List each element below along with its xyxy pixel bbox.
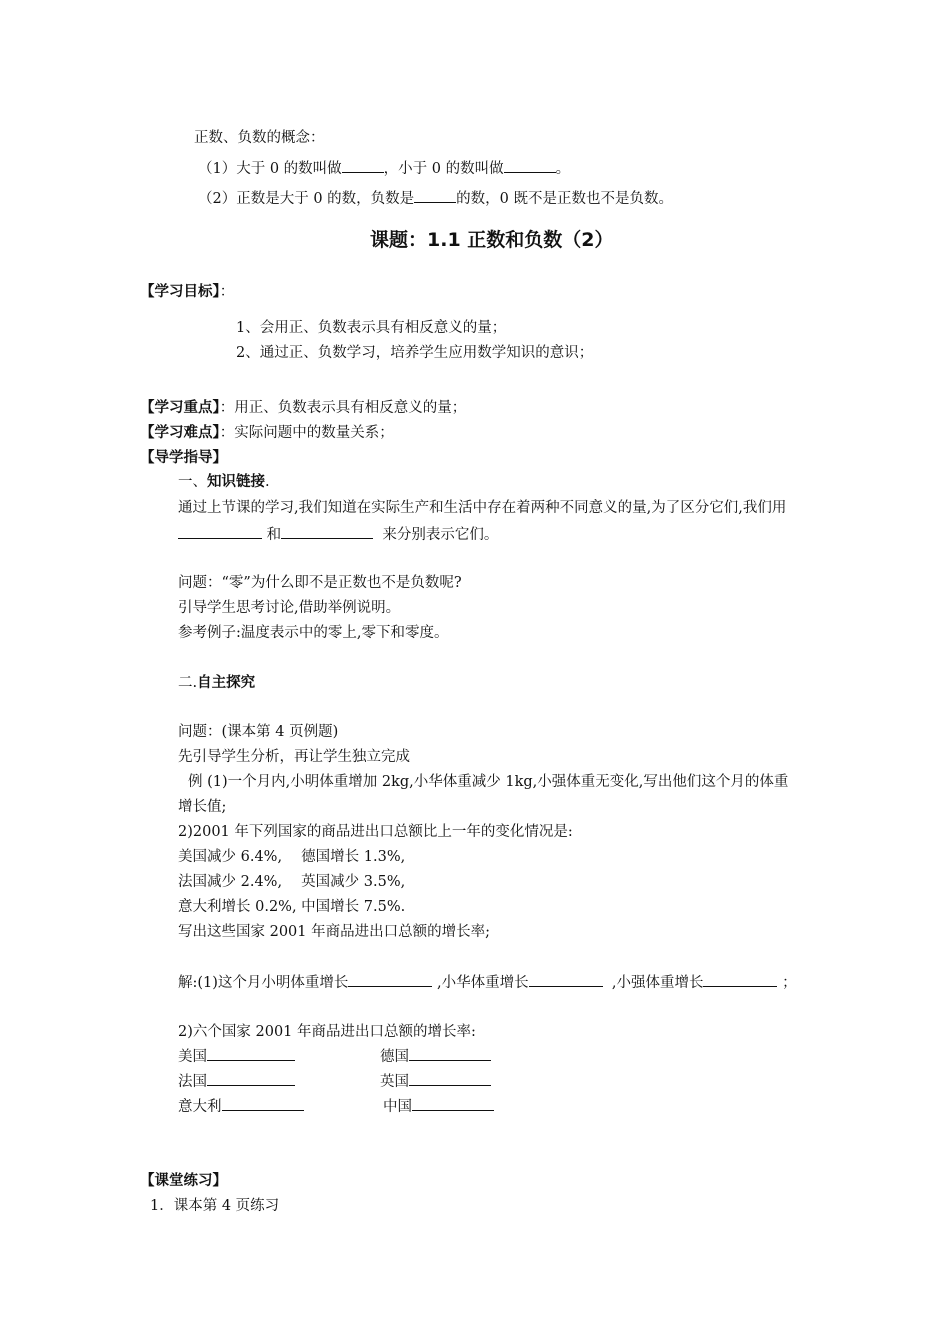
answer-blank[interactable] (222, 1096, 304, 1111)
example-1-line: 例 (1)一个月内,小明体重增加 2kg,小华体重减少 1kg,小强体重无变化,写出他们这个月的体重 (188, 774, 789, 790)
country-answer: 德国 (380, 1046, 491, 1067)
example-2-line: 写出这些国家 2001 年商品进出口总额的增长率; (178, 924, 491, 940)
concept-item-1: （1）大于 0 的数叫做 ，小于 0 的数叫做 。 (198, 158, 570, 179)
answer-blank[interactable] (412, 1096, 494, 1111)
lesson-title: 课题：1.1 正数和负数（2） (370, 229, 614, 251)
example-2-line: 法国减少 2.4%, 英国减少 3.5%, (178, 874, 406, 890)
practice-item: 1．课本第 4 页练习 (150, 1198, 280, 1214)
section1-text: 通过上节课的学习,我们知道在实际生产和生活中存在着两种不同意义的量,为了区分它们,我们用 (178, 500, 787, 516)
answer-blank[interactable] (409, 1071, 491, 1086)
section2-heading: 二.自主探究 (178, 675, 256, 691)
answer-blank[interactable] (348, 972, 432, 987)
answer-blank[interactable] (207, 1071, 295, 1086)
answer-blank[interactable] (178, 524, 262, 539)
section2-guide: 先引导学生分析，再让学生独立完成 (178, 749, 410, 765)
objectives-heading: 【学习目标】： (140, 284, 235, 300)
solution-2-heading: 2)六个国家 2001 年商品进出口总额的增长率: (178, 1024, 476, 1040)
concept-heading: 正数、负数的概念： (194, 130, 325, 146)
objective-item: 2、通过正、负数学习，培养学生应用数学知识的意识； (236, 345, 594, 361)
section1-heading: 一、知识链接. (178, 474, 270, 490)
country-answer: 美国 (178, 1046, 295, 1067)
country-answer: 中国 (383, 1096, 494, 1117)
country-answer: 意大利 (178, 1096, 304, 1117)
section1-guide: 引导学生思考讨论,借助举例说明。 (178, 600, 401, 616)
example-1-line: 增长值; (178, 799, 227, 815)
answer-blank[interactable] (281, 524, 373, 539)
answer-blank[interactable] (703, 972, 777, 987)
practice-heading: 【课堂练习】 (140, 1173, 227, 1189)
difficulty: 【学习难点】：实际问题中的数量关系； (140, 425, 394, 441)
answer-blank[interactable] (529, 972, 603, 987)
example-2-line: 意大利增长 0.2%, 中国增长 7.5%. (178, 899, 406, 915)
answer-blank[interactable] (414, 188, 456, 203)
answer-blank[interactable] (342, 158, 384, 173)
section1-blanks: 和 来分别表示它们。 (178, 524, 498, 545)
example-2-line: 2)2001 年下列国家的商品进出口总额比上一年的变化情况是: (178, 824, 573, 840)
section1-question: 问题：“零”为什么即不是正数也不是负数呢? (178, 575, 462, 591)
answer-blank[interactable] (409, 1046, 491, 1061)
key-point: 【学习重点】：用正、负数表示具有相反意义的量； (140, 400, 467, 416)
guide-heading: 【导学指导】 (140, 450, 227, 466)
country-answer: 法国 (178, 1071, 295, 1092)
country-answer: 英国 (380, 1071, 491, 1092)
example-2-line: 美国减少 6.4%, 德国增长 1.3%, (178, 849, 406, 865)
concept-item-2: （2）正数是大于 0 的数，负数是 的数，0 既不是正数也不是负数。 (198, 188, 673, 209)
answer-blank[interactable] (207, 1046, 295, 1061)
section1-example: 参考例子:温度表示中的零上,零下和零度。 (178, 625, 449, 641)
solution-1: 解:(1)这个月小明体重增长 ,小华体重增长 ,小强体重增长 ； (178, 972, 797, 993)
section2-question: 问题：(课本第 4 页例题) (178, 724, 339, 740)
answer-blank[interactable] (504, 158, 556, 173)
objective-item: 1、会用正、负数表示具有相反意义的量； (236, 320, 507, 336)
